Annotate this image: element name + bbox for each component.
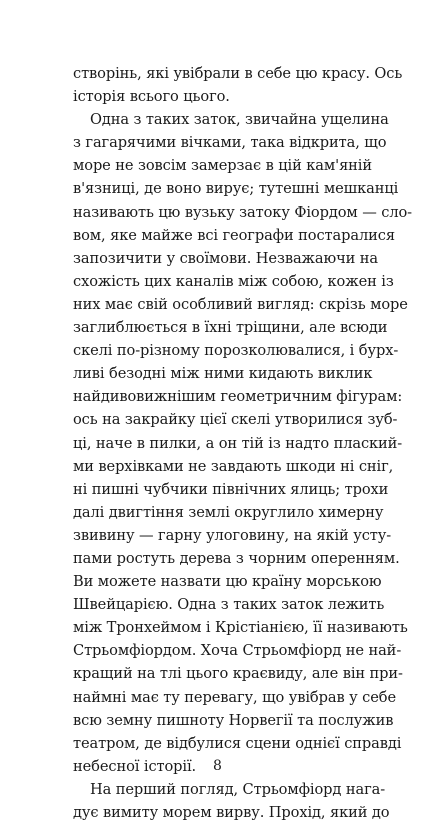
body-text <box>73 62 413 824</box>
text-line-13: скелі по-різному порозколювалися, і бурх- <box>73 342 399 360</box>
text-line-31: небесної історії. <box>73 757 197 775</box>
text-line-3: Одна з таких заток, звичайна ущелина <box>90 111 389 129</box>
text-line-33: дує вимиту морем вирву. Прохід, який до <box>73 804 390 821</box>
text-line-24: Швейцарією. Одна з таких заток лежить <box>73 596 385 614</box>
text-line-15: найдивовижнішим геометричним фігурам: <box>73 388 403 406</box>
text-line-21: звивину — гарну улоговину, на якій усту- <box>73 526 392 544</box>
text-line-16: ось на закрайку цієї скелі утворилися зуб- <box>73 411 398 429</box>
text-line-29: всю земну пишноту Норвегії та послужив <box>73 711 394 729</box>
text-line-32: На перший погляд, Стрьомфіорд нага- <box>90 780 386 798</box>
text-line-17: ці, наче в пилки, а он тій із надто плаский- <box>73 434 403 452</box>
text-line-28: наймні має ту перевагу, що увібрав у себе <box>73 688 396 706</box>
text-line-9: запозичити у своїмови. Незважаючи на <box>73 249 379 267</box>
text-line-20: далі двигтіння землі округлило химерну <box>73 503 384 521</box>
text-line-30: театром, де відбулися сцени однієї справді <box>73 734 402 752</box>
text-line-6: в'язниці, де воно вирує; тутешні мешканці <box>73 180 399 198</box>
text-line-2: історія всього цього. <box>73 88 230 106</box>
text-line-25: між Тронхеймом і Крістіанією, її називають <box>73 619 408 637</box>
text-line-12: заглиблюється в їхні тріщини, але всюди <box>73 319 388 337</box>
text-line-19: ні пишні чубчики північних ялиць; трохи <box>73 480 389 498</box>
text-line-22: пами ростуть дерева з чорним оперенням. <box>73 549 400 567</box>
text-line-8: вом, яке майже всі географи постаралися <box>73 226 395 244</box>
text-line-10: схожість цих каналів між собою, кожен із <box>73 272 394 290</box>
text-line-18: ми верхівками не завдають шкоди ні сніг, <box>73 457 394 475</box>
text-line-26: Стрьомфіордом. Хоча Стрьомфіорд не най- <box>73 642 402 660</box>
text-line-23: Ви можете назвати цю країну морською <box>73 573 382 591</box>
text-line-27: кращий на тлі цього краєвиду, але він при- <box>73 665 403 683</box>
text-line-7: називають цю вузьку затоку Фіордом — сло- <box>73 203 413 221</box>
text-line-11: них має свій особливий вигляд: скрізь море <box>73 295 408 313</box>
page-number: 8 <box>213 758 222 774</box>
text-line-14: ливі безодні між ними кидають виклик <box>73 365 373 383</box>
text-line-1: створінь, які увібрали в себе цю красу. Ось <box>73 65 403 82</box>
text-line-4: з гагарячими вічками, така відкрита, що <box>73 134 387 152</box>
text-line-5: море не зовсім замерзає в цій кам'яній <box>73 157 372 175</box>
